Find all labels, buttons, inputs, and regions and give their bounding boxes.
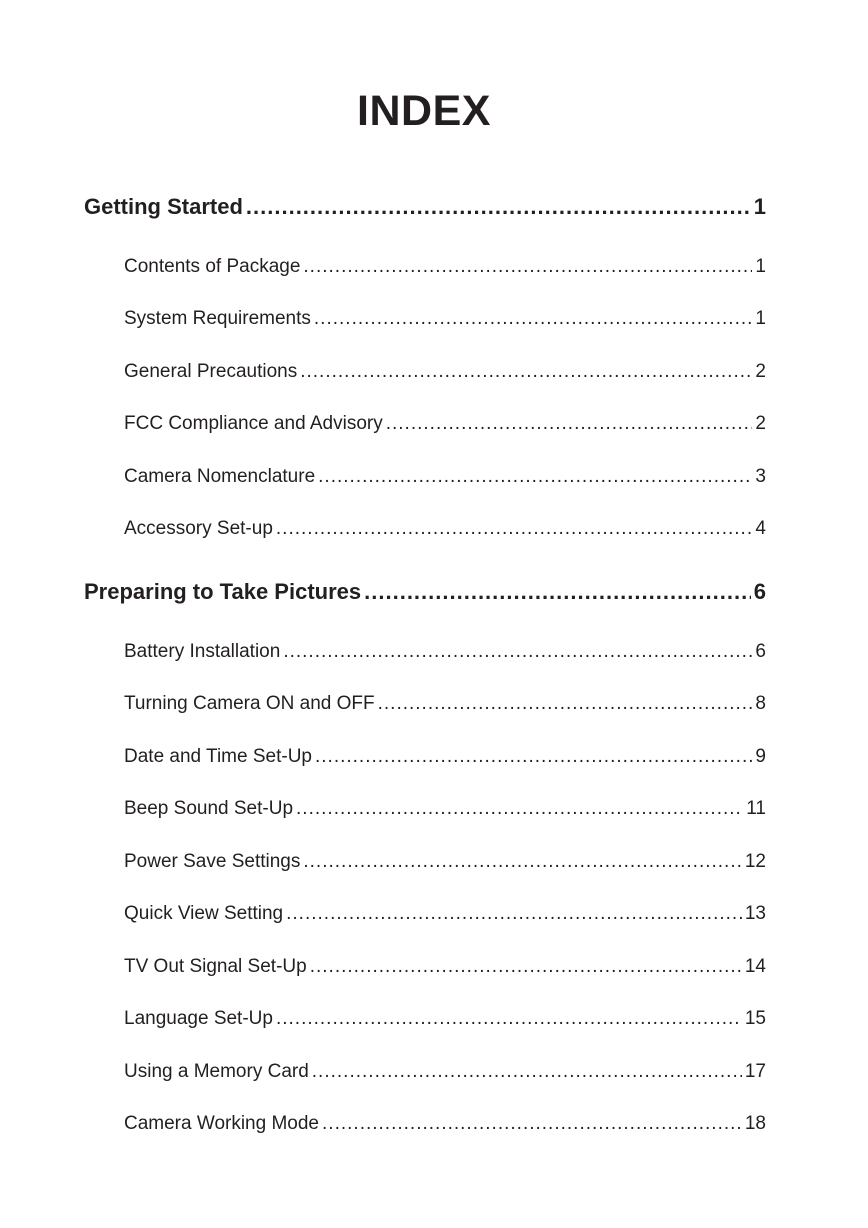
toc-entry-label: General Precautions — [124, 361, 298, 382]
toc-page-number: 1 — [755, 308, 766, 329]
toc-page-number: 4 — [755, 518, 766, 539]
toc-entry[interactable] — [124, 955, 766, 979]
toc-entry[interactable] — [124, 640, 766, 664]
leader-dots — [386, 412, 753, 436]
toc-page-number: 14 — [744, 956, 766, 977]
toc-entry-label: System Requirements — [124, 308, 311, 329]
toc-page-number: 9 — [755, 746, 766, 767]
leader-dots — [314, 307, 753, 331]
leader-dots — [312, 1060, 742, 1084]
leader-dots — [364, 578, 751, 606]
toc-entry[interactable] — [124, 517, 766, 541]
leader-dots — [322, 1112, 742, 1136]
toc-section-preparing-to-take-pictures[interactable] — [84, 578, 766, 606]
leader-dots — [303, 255, 752, 279]
toc-page-number: 13 — [744, 903, 766, 924]
toc-page-number: 1 — [755, 256, 766, 277]
toc-entry-label: Accessory Set-up — [124, 518, 273, 539]
toc-section-getting-started[interactable] — [84, 193, 766, 221]
toc-entry[interactable] — [124, 1060, 766, 1084]
toc-page-number: 12 — [744, 851, 766, 872]
toc-entry-label: Camera Working Mode — [124, 1113, 320, 1134]
toc-entry[interactable] — [124, 255, 766, 279]
leader-dots — [276, 517, 753, 541]
toc-entry-label: Language Set-Up — [124, 1008, 273, 1029]
toc-page-number: 6 — [753, 579, 766, 604]
toc-page-number: 2 — [755, 361, 766, 382]
toc-entry-label: Turning Camera ON and OFF — [124, 693, 375, 714]
toc-entry[interactable] — [124, 745, 766, 769]
toc-entry[interactable] — [124, 1112, 766, 1136]
page-title: INDEX — [357, 87, 491, 135]
toc-page-number: 1 — [753, 194, 766, 219]
leader-dots — [310, 955, 742, 979]
leader-dots — [296, 797, 743, 821]
toc-entry-label: TV Out Signal Set-Up — [124, 956, 307, 977]
toc-entry[interactable] — [124, 307, 766, 331]
toc-page-number: 18 — [744, 1113, 766, 1134]
toc-entry[interactable] — [124, 465, 766, 489]
leader-dots — [246, 193, 751, 221]
leader-dots — [315, 745, 752, 769]
leader-dots — [303, 850, 741, 874]
toc-entry-label: Contents of Package — [124, 256, 301, 277]
toc-page-number: 11 — [746, 798, 766, 819]
toc-entry[interactable] — [124, 797, 766, 821]
toc-entry[interactable] — [124, 360, 766, 384]
toc-entry-label: Using a Memory Card — [124, 1061, 309, 1082]
toc-page-number: 3 — [755, 466, 766, 487]
toc-entry[interactable] — [124, 850, 766, 874]
leader-dots — [286, 902, 742, 926]
toc-entry[interactable] — [124, 902, 766, 926]
toc-entry-label: Battery Installation — [124, 641, 281, 662]
toc-entry[interactable] — [124, 692, 766, 716]
leader-dots — [283, 640, 752, 664]
toc-entry-label: Camera Nomenclature — [124, 466, 316, 487]
leader-dots — [378, 692, 753, 716]
toc-entry-label: Beep Sound Set-Up — [124, 798, 294, 819]
leader-dots — [300, 360, 752, 384]
leader-dots — [318, 465, 752, 489]
toc-entry-label: Power Save Settings — [124, 851, 301, 872]
toc-entry-label: Quick View Setting — [124, 903, 284, 924]
toc-entry-label: Date and Time Set-Up — [124, 746, 312, 767]
toc-page-number: 2 — [755, 413, 766, 434]
toc-page-number: 8 — [755, 693, 766, 714]
toc-page-number: 6 — [755, 641, 766, 662]
toc-section-label: Preparing to Take Pictures — [84, 579, 362, 604]
toc-page-number: 15 — [744, 1008, 766, 1029]
toc-entry-label: FCC Compliance and Advisory — [124, 413, 383, 434]
toc-entry[interactable] — [124, 1007, 766, 1031]
leader-dots — [276, 1007, 742, 1031]
toc-entry[interactable] — [124, 412, 766, 436]
toc-page-number: 17 — [744, 1061, 766, 1082]
toc-section-label: Getting Started — [84, 194, 243, 219]
